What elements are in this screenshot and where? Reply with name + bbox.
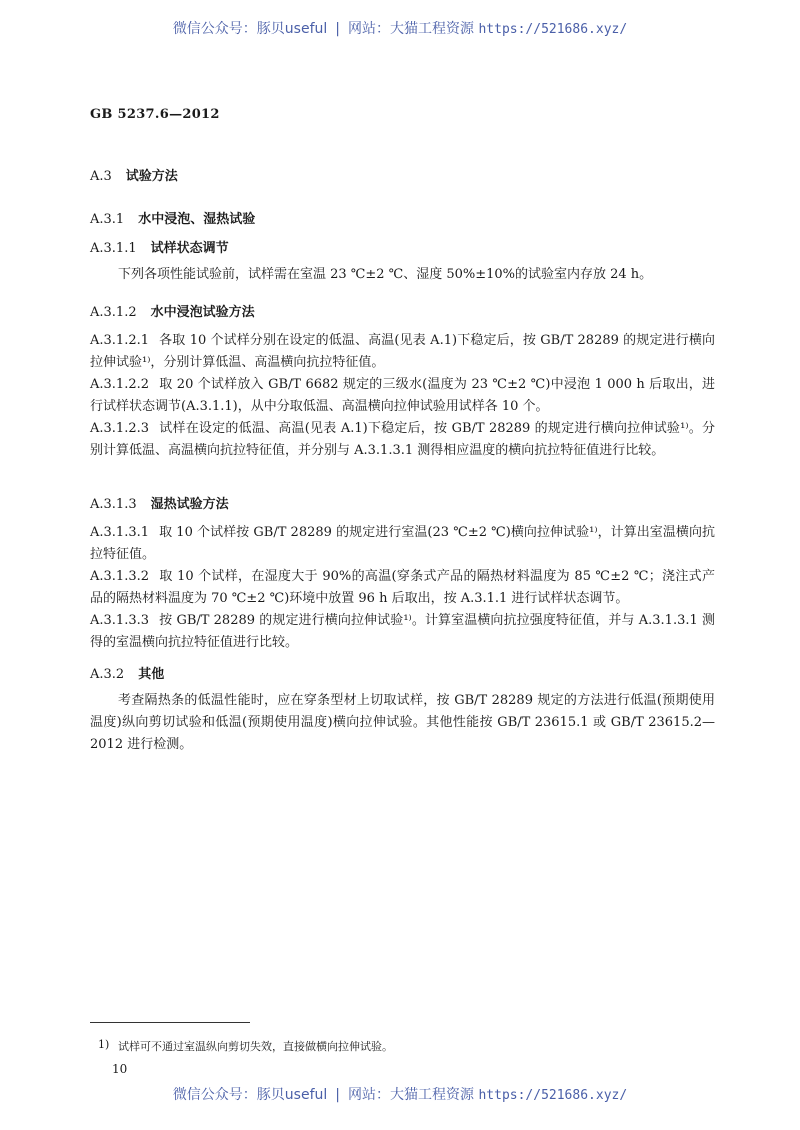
heading-a31: [90, 208, 255, 227]
banner-url: https://521686.xyz/: [478, 1088, 628, 1103]
clause-num: A.3.1.2.3: [90, 421, 150, 436]
heading-title: 试样状态调节: [150, 241, 229, 256]
clause-text: 按 GB/T 28289 的规定进行横向拉伸试验¹⁾。计算室温横向抗拉强度特征值，并与 A.3.1.3.1 测得的室温横向抗拉特征值进行比较。: [90, 613, 715, 650]
footnote-mark: 1): [98, 1038, 110, 1051]
heading-num: A.3: [90, 169, 112, 184]
clause-a3123: [90, 418, 715, 462]
clause-text: 取 20 个试样放入 GB/T 6682 规定的三级水(温度为 23 ℃±2 ℃)中浸泡 1 000 h 后取出，进行试样状态调节(A.3.1.1)，从中分取低温、高温横向拉伸试验用试样各 10 个。: [90, 377, 715, 414]
clause-num: A.3.1.2.2: [90, 377, 150, 392]
clause-a3121: [90, 330, 715, 374]
clause-text: 各取 10 个试样分别在设定的低温、高温(见表 A.1)下稳定后，按 GB/T 28289 的规定进行横向拉伸试验¹⁾，分别计算低温、高温横向抗拉特征值。: [90, 333, 715, 370]
heading-num: A.3.2: [90, 667, 125, 682]
bottom-watermark-banner: [0, 1084, 800, 1104]
footnote: [98, 1038, 393, 1054]
clause-num: A.3.1.3.3: [90, 613, 150, 628]
clause-text: 试样在设定的低温、高温(见表 A.1)下稳定后，按 GB/T 28289 的规定进行横向拉伸试验¹⁾。分别计算低温、高温横向抗拉特征值，并分别与 A.3.1.3.1 测得相应温度的横向抗拉特征值进行比较。: [90, 421, 715, 458]
standard-code: GB 5237.6—2012: [90, 107, 220, 122]
heading-num: A.3.1: [90, 212, 125, 227]
clause-num: A.3.1.3.1: [90, 525, 150, 540]
page-number: 10: [112, 1062, 128, 1076]
heading-num: A.3.1.1: [90, 241, 137, 256]
heading-a311: [90, 237, 229, 256]
clause-a3132: [90, 566, 715, 610]
heading-title: 水中浸泡试验方法: [150, 305, 255, 320]
footnote-rule: [90, 1022, 250, 1023]
heading-a312: [90, 301, 255, 320]
paragraph-a311: 下列各项性能试验前，试样需在室温 23 ℃±2 ℃、湿度 50%±10%的试验室内存放 24 h。: [118, 267, 653, 282]
heading-title: 其他: [138, 667, 165, 682]
clause-num: A.3.1.3.2: [90, 569, 150, 584]
heading-title: 水中浸泡、湿热试验: [138, 212, 256, 227]
heading-title: 试验方法: [125, 169, 178, 184]
top-watermark-banner: [0, 18, 800, 38]
heading-num: A.3.1.2: [90, 305, 137, 320]
banner-separator: |: [335, 21, 341, 37]
heading-a3: [90, 165, 178, 184]
clause-a3133: [90, 610, 715, 654]
banner-site: 网站：大猫工程资源: [348, 1087, 475, 1103]
clause-a3131: [90, 522, 715, 566]
clause-text: 取 10 个试样，在湿度大于 90%的高温(穿条式产品的隔热材料温度为 85 ℃±2 ℃；浇注式产品的隔热材料温度为 70 ℃±2 ℃)环境中放置 96 h 后取出，按 A.3.1.1 进行试样状态调节。: [90, 569, 715, 606]
clause-num: A.3.1.2.1: [90, 333, 150, 348]
banner-wechat: 微信公众号：豚贝useful: [172, 1087, 328, 1103]
paragraph-a32: 考查隔热条的低温性能时，应在穿条型材上切取试样，按 GB/T 28289 规定的方法进行低温(预期使用温度)纵向剪切试验和低温(预期使用温度)横向拉伸试验。其他性能按 GB/T 23615.1 或 GB/T 23615.2—2012 进行检测。: [90, 693, 715, 752]
footnote-text: 试样可不通过室温纵向剪切失效，直接做横向拉伸试验。: [118, 1040, 393, 1053]
heading-a32: [90, 663, 164, 682]
heading-num: A.3.1.3: [90, 497, 137, 512]
banner-site: 网站：大猫工程资源: [348, 21, 475, 37]
banner-separator: |: [335, 1087, 341, 1103]
heading-title: 湿热试验方法: [150, 497, 229, 512]
clause-a3122: [90, 374, 715, 418]
banner-wechat: 微信公众号：豚贝useful: [172, 21, 328, 37]
heading-a313: [90, 493, 229, 512]
banner-url: https://521686.xyz/: [478, 22, 628, 37]
clause-text: 取 10 个试样按 GB/T 28289 的规定进行室温(23 ℃±2 ℃)横向拉伸试验¹⁾，计算出室温横向抗拉特征值。: [90, 525, 715, 562]
